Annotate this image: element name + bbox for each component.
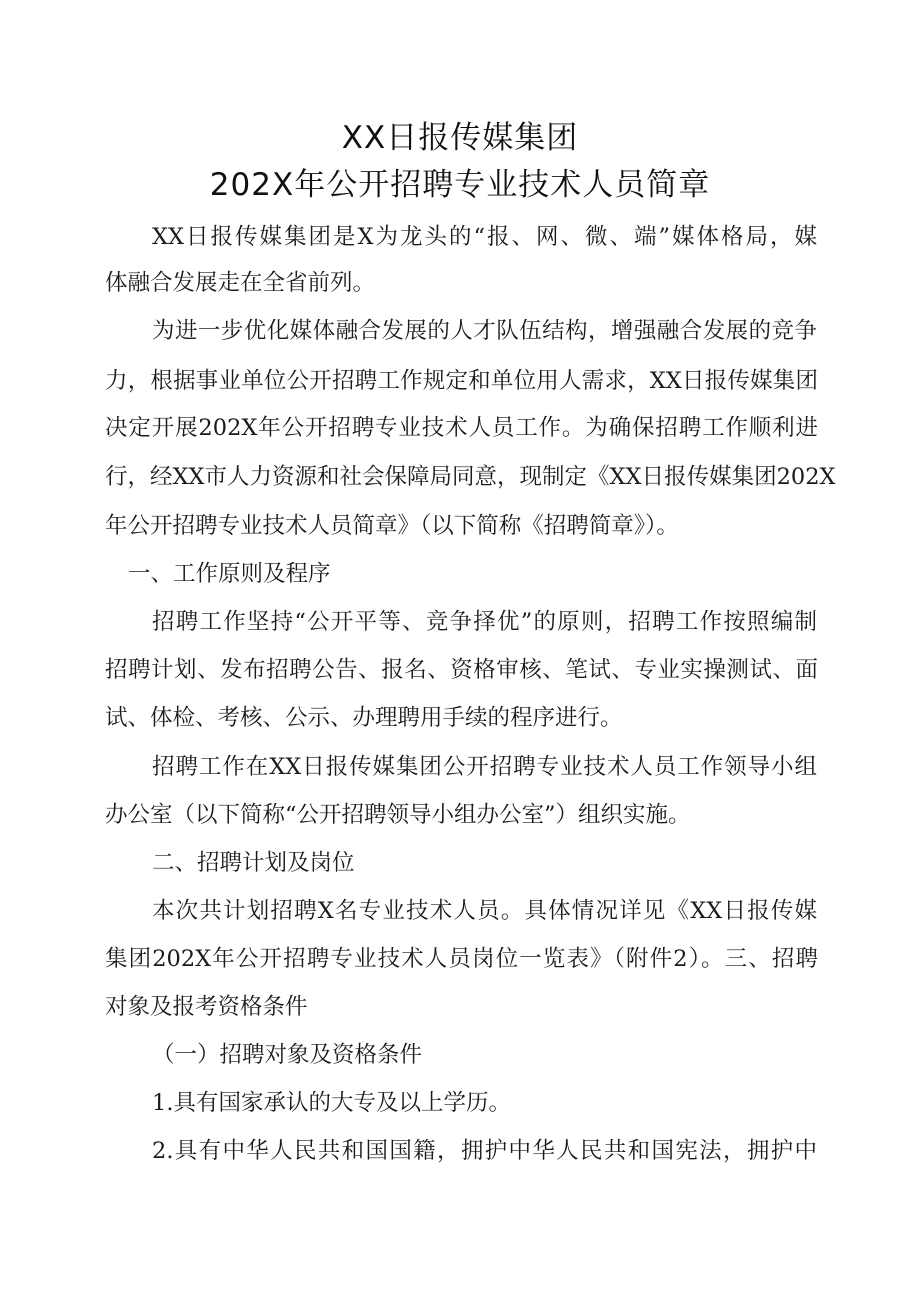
body-line-2: 体融合发展走在全省前列。 xyxy=(105,270,376,296)
list-item-2: 2.具有中华人民共和国国籍，拥护中华人民共和国宪法，拥护中 xyxy=(152,1138,817,1164)
body-line-1: XX日报传媒集团是X为龙头的“报、网、微、端”媒体格局，媒 xyxy=(152,224,817,250)
body-line-11: 试、体检、考核、公示、办理聘用手续的程序进行。 xyxy=(105,705,623,731)
body-line-17: 对象及报考资格条件 xyxy=(105,994,308,1020)
body-line-12: 招聘工作在XX日报传媒集团公开招聘专业技术人员工作领导小组 xyxy=(152,754,817,780)
document-title-line1: XX日报传媒集团 xyxy=(341,120,579,156)
body-line-4: 力，根据事业单位公开招聘工作规定和单位用人需求，XX日报传媒集团 xyxy=(105,368,818,394)
body-line-3: 为进一步优化媒体融合发展的人才队伍结构，增强融合发展的竞争 xyxy=(152,318,817,344)
body-line-5: 决定开展202X年公开招聘专业技术人员工作。为确保招聘工作顺利进 xyxy=(105,415,818,441)
body-line-13: 办公室（以下简称“公开招聘领导小组办公室”）组织实施。 xyxy=(105,802,691,828)
body-line-15: 本次共计划招聘X名专业技术人员。具体情况详见《XX日报传媒 xyxy=(152,898,817,924)
section-heading-2: 二、招聘计划及岗位 xyxy=(152,850,355,876)
body-line-10: 招聘计划、发布招聘公告、报名、资格审核、笔试、专业实操测试、面 xyxy=(105,657,818,683)
section-heading-1: 一、工作原则及程序 xyxy=(128,561,331,587)
document-title-line2: 202X年公开招聘专业技术人员简章 xyxy=(209,167,711,203)
list-item-1: 1.具有国家承认的大专及以上学历。 xyxy=(152,1090,511,1116)
body-line-7: 年公开招聘专业技术人员简章》（以下简称《招聘简章》）。 xyxy=(105,513,679,539)
body-line-6: 行，经XX市人力资源和社会保障局同意，现制定《XX日报传媒集团202X xyxy=(105,464,836,490)
subsection-heading-1: （一）招聘对象及资格条件 xyxy=(152,1042,423,1068)
body-line-9: 招聘工作坚持“公开平等、竞争择优”的原则，招聘工作按照编制 xyxy=(152,609,817,635)
body-line-16: 集团202X年公开招聘专业技术人员岗位一览表》（附件2）。三、招聘 xyxy=(105,946,818,972)
